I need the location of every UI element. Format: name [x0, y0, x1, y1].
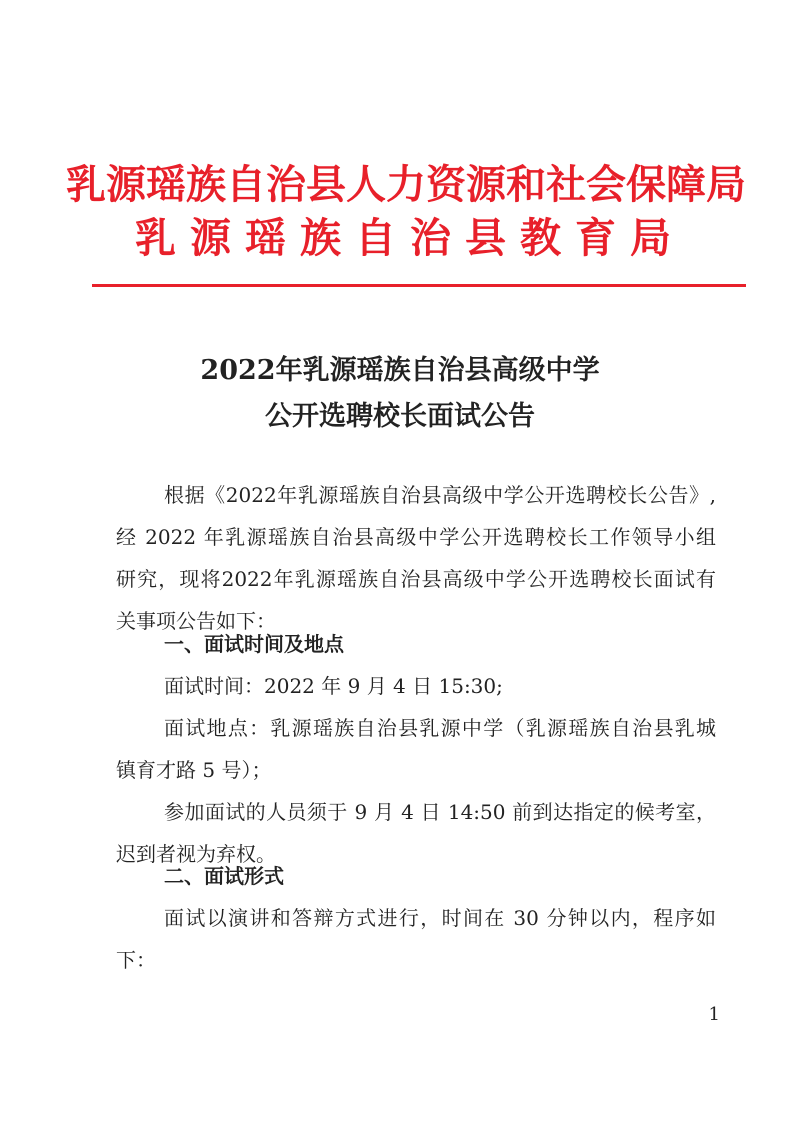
arrival-notice-line-1: 参加面试的人员须于 9 月 4 日 14:50 前到达指定的候考室，: [164, 800, 716, 824]
intro-line-3: 研究，现将2022年乳源瑶族自治县高级中学公开选聘校长面试有: [116, 567, 716, 591]
section-2: [116, 855, 716, 897]
page-number: 1: [708, 1004, 720, 1025]
intro-line-4: 关事项公告如下：: [116, 609, 276, 633]
section-1: [116, 623, 716, 665]
interview-location-line-2: 镇育才路 5 号）；: [116, 758, 272, 782]
notice-title-line-2: 公开选聘校长面试公告: [265, 401, 535, 432]
format-line-2: 下：: [116, 948, 156, 972]
intro-line-2: 经 2022 年乳源瑶族自治县高级中学公开选聘校长工作领导小组: [116, 525, 716, 549]
interview-time: 面试时间：2022 年 9 月 4 日 15:30;: [164, 674, 503, 698]
interview-location-line-1: 面试地点：乳源瑶族自治县乳源中学（乳源瑶族自治县乳城: [164, 716, 716, 740]
format-line-1: 面试以演讲和答辩方式进行，时间在 30 分钟以内，程序如: [164, 906, 716, 930]
arrival-notice-line-2: 迟到者视为弃权。: [116, 842, 276, 866]
notice-title-line-1: 2022年乳源瑶族自治县高级中学: [200, 355, 600, 386]
intro-paragraph: [116, 474, 716, 642]
interview-time-paragraph: [116, 665, 716, 707]
issuer-header-hrss: 乳源瑶族自治县人力资源和社会保障局: [66, 161, 746, 208]
header-divider: [92, 284, 746, 287]
section-1-heading: 一、面试时间及地点: [164, 632, 344, 656]
issuer-header-education: 乳源瑶族自治县教育局: [135, 214, 685, 262]
format-paragraph: [116, 897, 716, 981]
intro-line-1: 根据《2022年乳源瑶族自治县高级中学公开选聘校长公告》,: [164, 483, 716, 507]
interview-location-paragraph: [116, 707, 716, 791]
section-2-heading: 二、面试形式: [164, 864, 284, 888]
